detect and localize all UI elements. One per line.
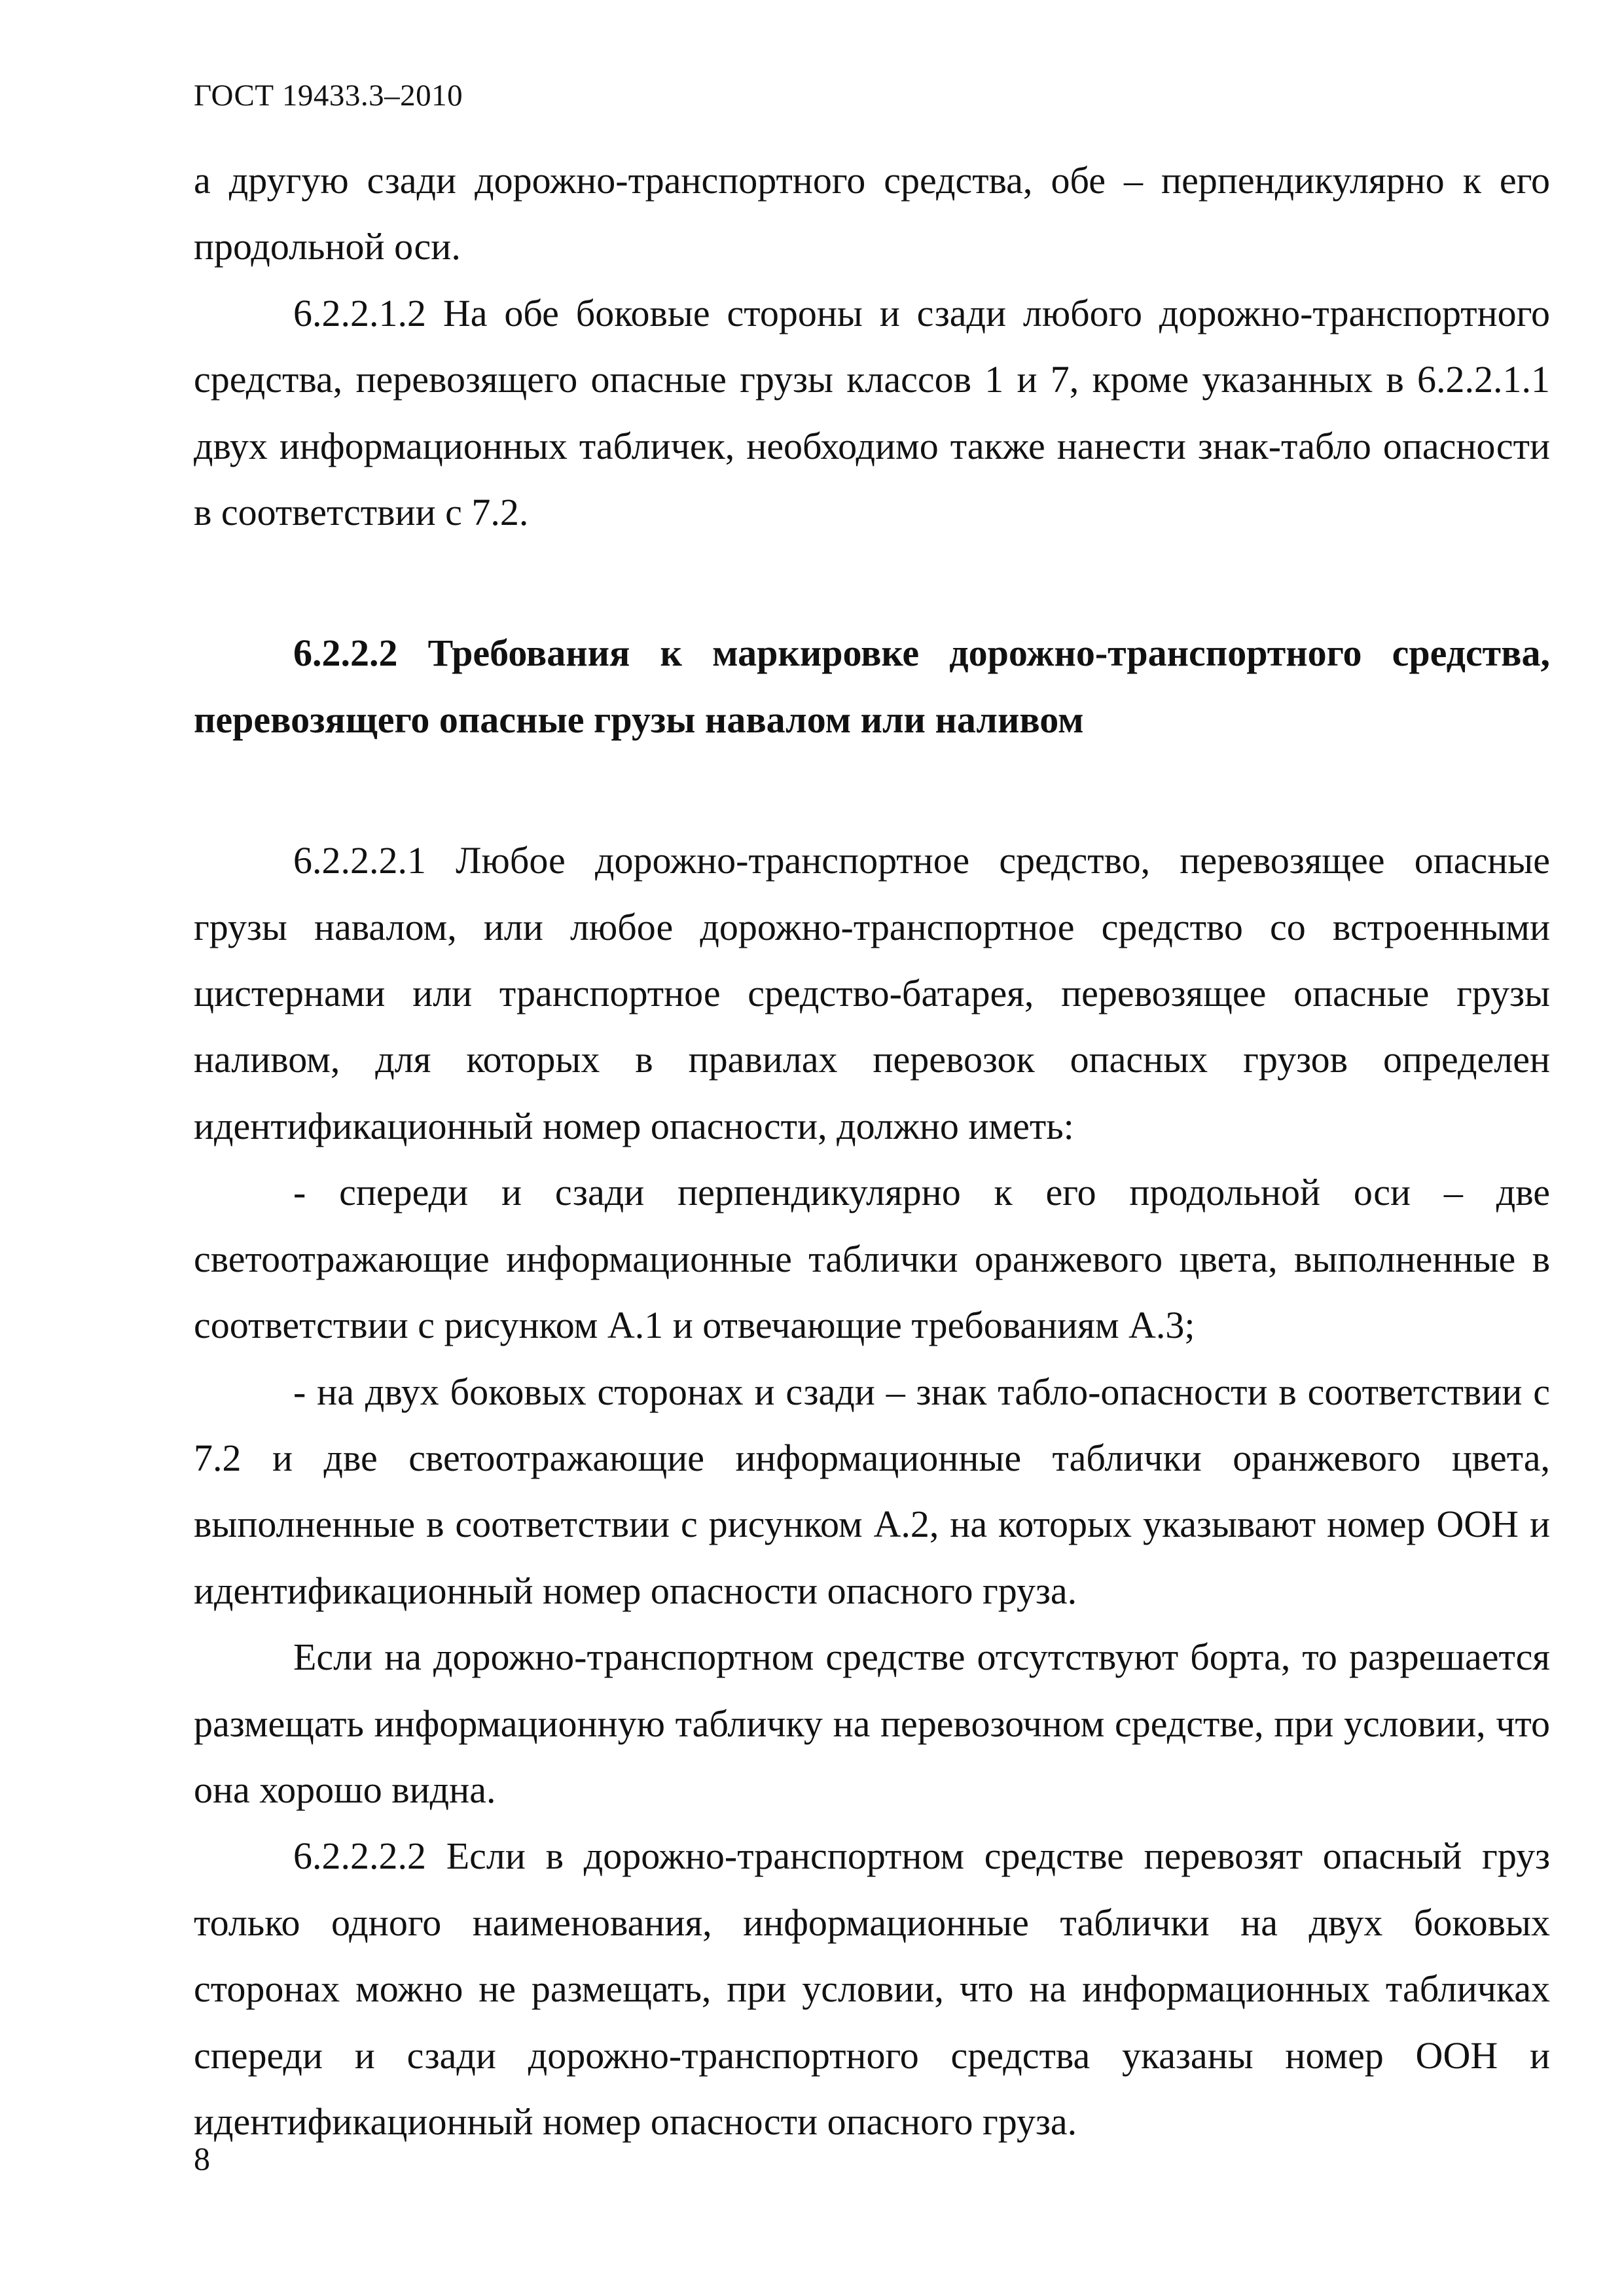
- list-item-sides-rear: - на двух боковых сторонах и сзади – знак табло-опасности в соответствии с 7.2 и две светоотражающие информационные таблички оранжевого цвета, выполненные в соответствии с рисунком А.2, на которых указывают номер ООН и идентификационный номер опасности опасного груза.: [194, 1370, 1550, 1612]
- document-body: [194, 147, 1550, 2155]
- paragraph-6-2-2-1-2: 6.2.2.1.2 На обе боковые стороны и сзади любого дорожно-транспортного средства, перевозящего опасные грузы классов 1 и 7, кроме указанных в 6.2.2.1.1 двух информационных табличек, необходимо также нанести знак-табло опасности в соответствии с 7.2.: [194, 291, 1550, 534]
- list-item-front-rear: - спереди и сзади перпендикулярно к его продольной оси – две светоотражающие информационные таблички оранжевого цвета, выполненные в соответствии с рисунком А.1 и отвечающие требованиям А.3;: [194, 1171, 1550, 1347]
- paragraph-continuation: а другую сзади дорожно-транспортного средства, обе – перпендикулярно к его продольной оси.: [194, 159, 1550, 268]
- paragraph-no-sides: Если на дорожно-транспортном средстве отсутствуют борта, то разрешается размещать информационную табличку на перевозочном средстве, при условии, что она хорошо видна.: [194, 1636, 1550, 1811]
- page-number: 8: [194, 2140, 210, 2177]
- section-heading-6-2-2-2: 6.2.2.2 Требования к маркировке дорожно-транспортного средства, перевозящего опасные грузы навалом или наливом: [194, 632, 1550, 741]
- paragraph-6-2-2-2-2: 6.2.2.2.2 Если в дорожно-транспортном средстве перевозят опасный груз только одного наименования, информационные таблички на двух боковых сторонах можно не размещать, при условии, что на информационных табличках спереди и сзади дорожно-транспортного средства указаны номер ООН и идентификационный номер опасности опасного груза.: [194, 1835, 1550, 2143]
- document-header: ГОСТ 19433.3–2010: [194, 79, 463, 113]
- paragraph-6-2-2-2-1: 6.2.2.2.1 Любое дорожно-транспортное средство, перевозящее опасные грузы навалом, или любое дорожно-транспортное средство со встроенными цистернами или транспортное средство-батарея, перевозящее опасные грузы наливом, для которых в правилах перевозок опасных грузов определен идентификационный номер опасности, должно иметь:: [194, 839, 1550, 1147]
